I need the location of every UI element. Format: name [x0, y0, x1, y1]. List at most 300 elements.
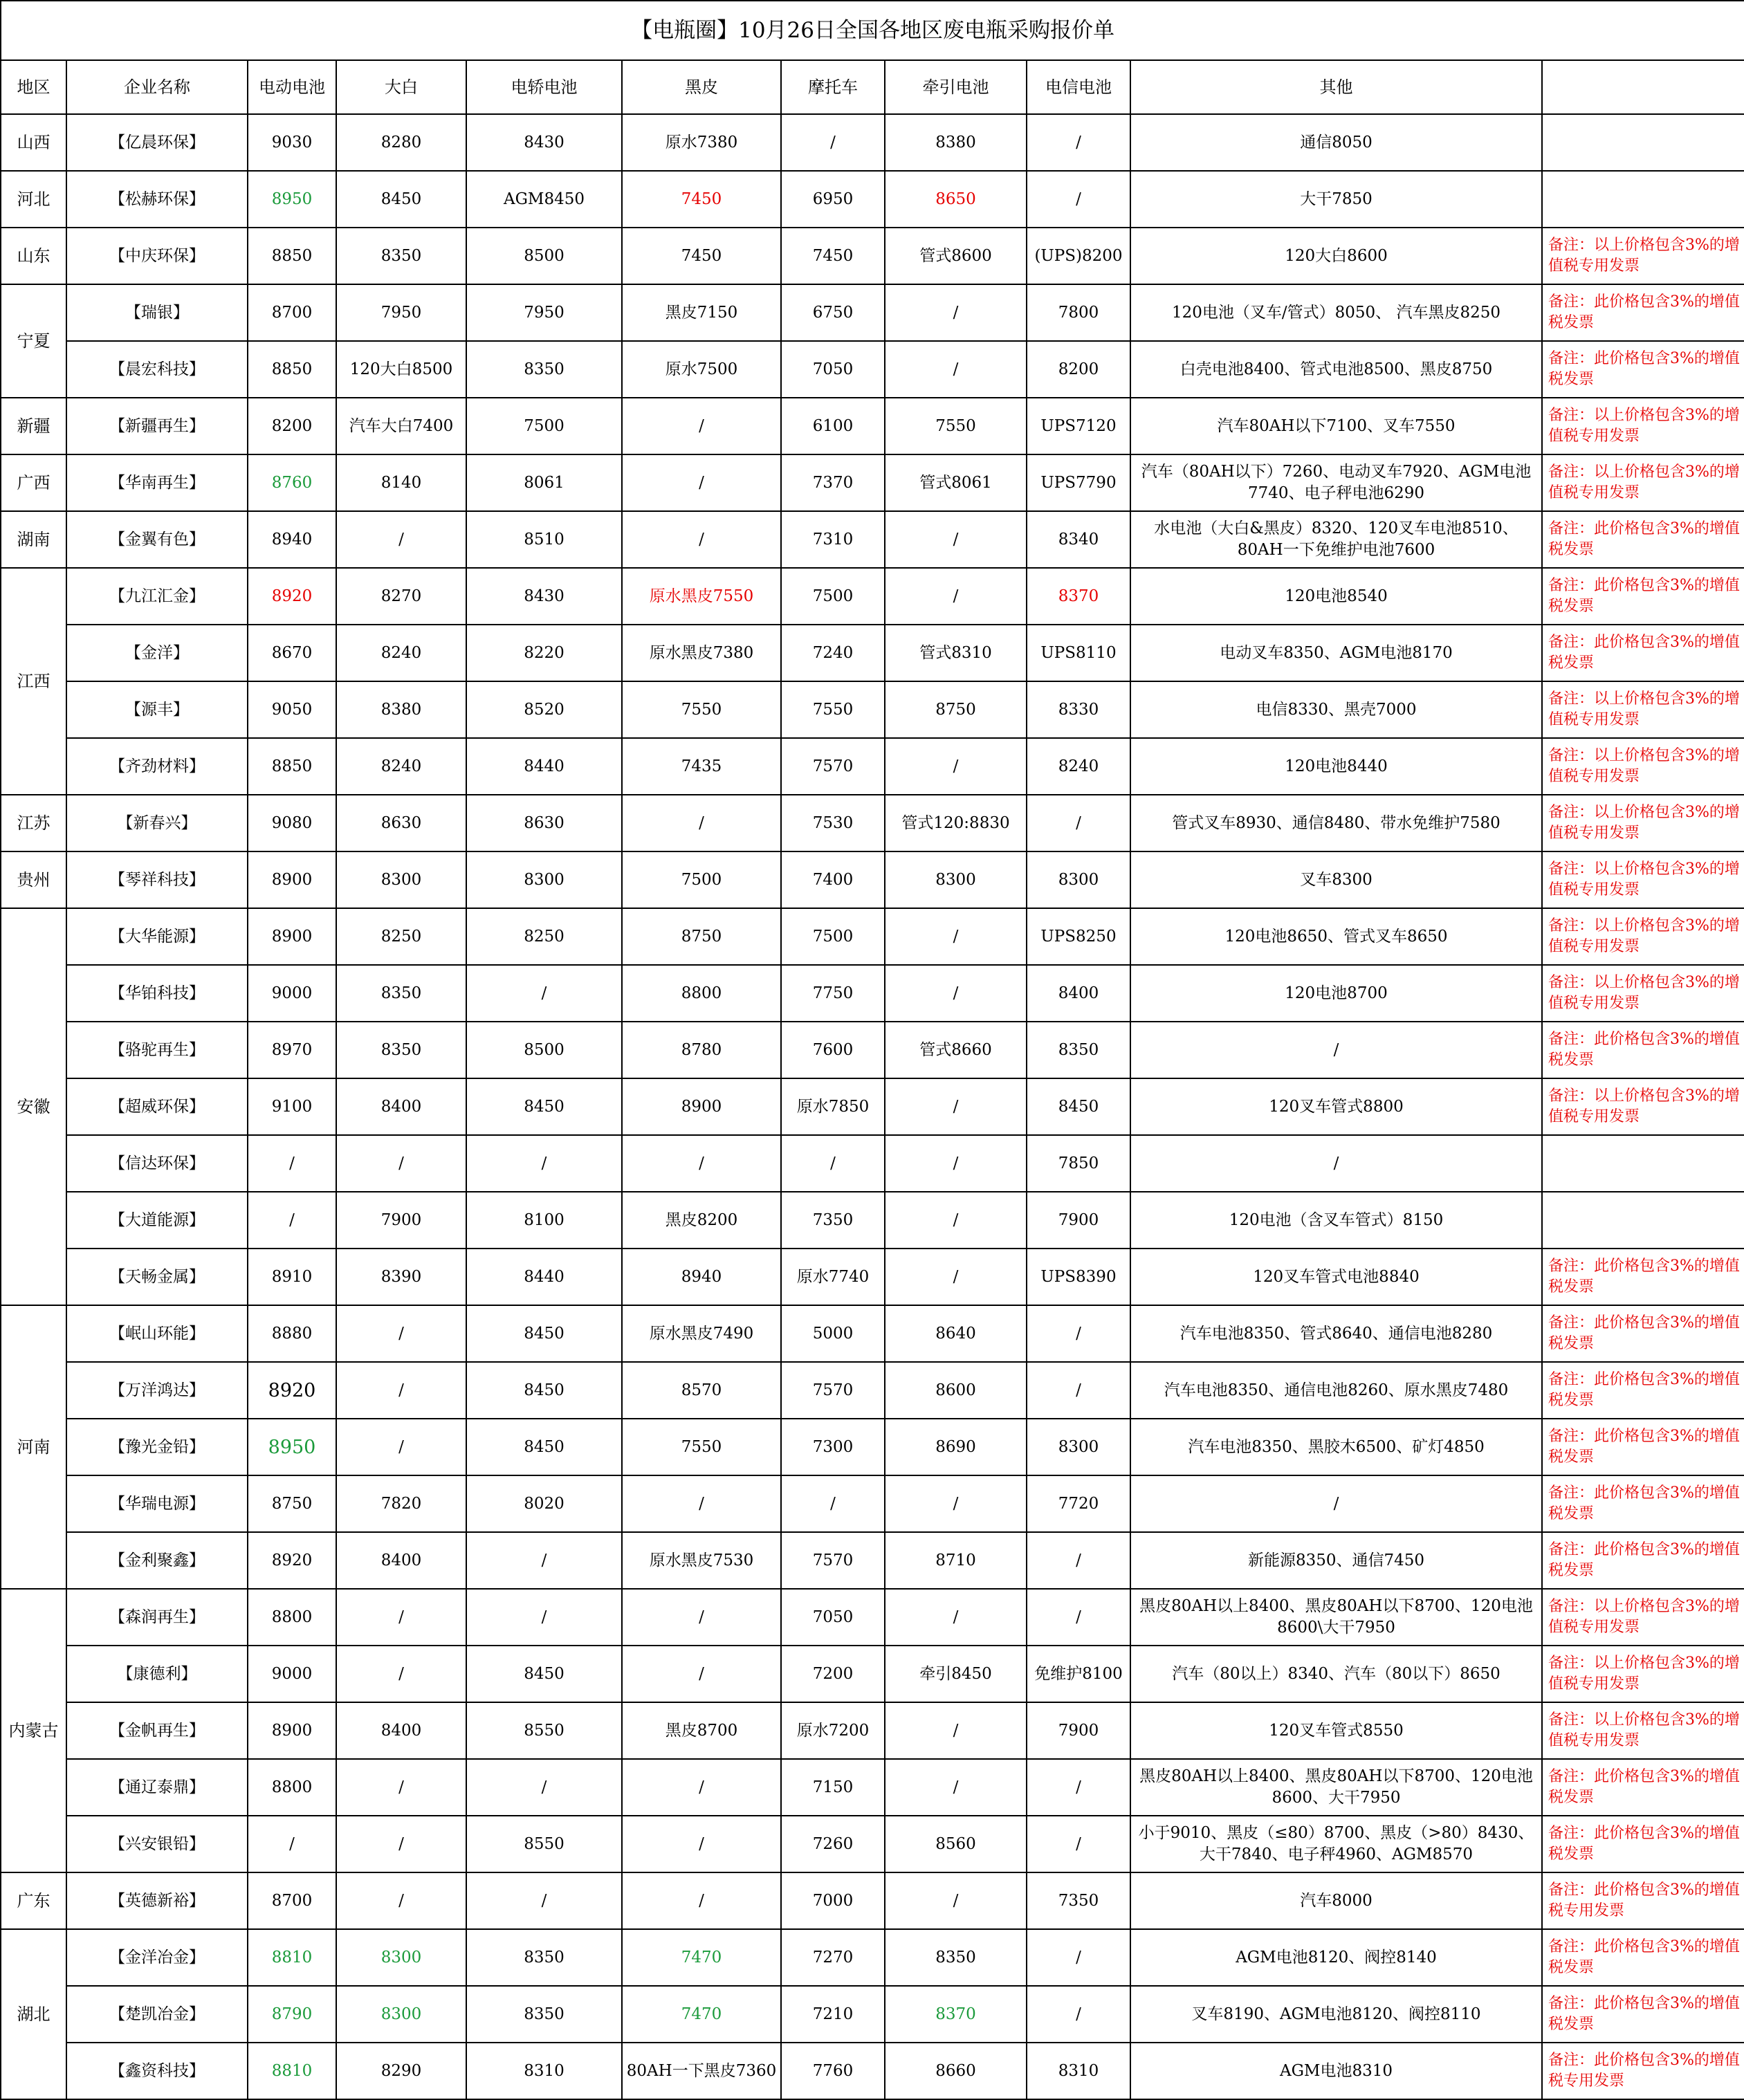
- table-row: [1, 1249, 1744, 1305]
- heipi-price: /: [622, 398, 781, 454]
- telecom-battery-price: 8300: [1027, 1419, 1130, 1475]
- traction-battery-price: /: [885, 1475, 1027, 1532]
- table-row: [1, 114, 1744, 171]
- table-row: [1, 1078, 1744, 1135]
- electric-battery-price: 8200: [248, 398, 336, 454]
- traction-battery-price: /: [885, 341, 1027, 398]
- motorcycle-price: /: [781, 1475, 885, 1532]
- note-cell: 备注：此价格包含3%的增值税发票: [1542, 1419, 1744, 1475]
- electric-battery-price: 9000: [248, 1646, 336, 1702]
- table-row: [1, 908, 1744, 965]
- car-battery-price: 8020: [466, 1475, 622, 1532]
- other-price: 电动叉车8350、AGM电池8170: [1130, 625, 1542, 681]
- heipi-price: /: [622, 1475, 781, 1532]
- dabai-price: /: [336, 1419, 466, 1475]
- traction-battery-price: 8710: [885, 1532, 1027, 1589]
- telecom-battery-price: 8350: [1027, 1022, 1130, 1078]
- note-cell: 备注：此价格包含3%的增值税发票: [1542, 511, 1744, 568]
- other-price: 黑皮80AH以上8400、黑皮80AH以下8700、120电池8600\大干7950: [1130, 1589, 1542, 1646]
- table-row: [1, 284, 1744, 341]
- electric-battery-price: 8810: [248, 2043, 336, 2099]
- electric-battery-price: 9000: [248, 965, 336, 1022]
- note-cell: 备注：以上价格包含3%的增值税专用发票: [1542, 681, 1744, 738]
- table-row: [1, 1362, 1744, 1419]
- company-name: 【康德利】: [66, 1646, 248, 1702]
- heipi-price: 原水黑皮7380: [622, 625, 781, 681]
- traction-battery-price: 8350: [885, 1929, 1027, 1986]
- car-battery-price: 8300: [466, 851, 622, 908]
- dabai-price: 120大白8500: [336, 341, 466, 398]
- company-name: 【通辽泰鼎】: [66, 1759, 248, 1816]
- motorcycle-price: 7300: [781, 1419, 885, 1475]
- note-cell: 备注：此价格包含3%的增值税专用发票: [1542, 2043, 1744, 2099]
- telecom-battery-price: 7350: [1027, 1872, 1130, 1929]
- other-price: 水电池（大白&黑皮）8320、120叉车电池8510、80AH一下免维护电池7600: [1130, 511, 1542, 568]
- table-row: [1, 625, 1744, 681]
- table-row: [1, 228, 1744, 284]
- table-row: [1, 1135, 1744, 1192]
- traction-battery-price: 8380: [885, 114, 1027, 171]
- table-row: [1, 681, 1744, 738]
- dabai-price: 8350: [336, 965, 466, 1022]
- dabai-price: 8240: [336, 738, 466, 795]
- telecom-battery-price: /: [1027, 1589, 1130, 1646]
- company-name: 【中庆环保】: [66, 228, 248, 284]
- dabai-price: 8350: [336, 228, 466, 284]
- company-name: 【金利聚鑫】: [66, 1532, 248, 1589]
- traction-battery-price: 8370: [885, 1986, 1027, 2043]
- region-cell: 河南: [1, 1305, 66, 1589]
- telecom-battery-price: UPS7790: [1027, 454, 1130, 511]
- electric-battery-price: 8910: [248, 1249, 336, 1305]
- page-title: 【电瓶圈】10月26日全国各地区废电瓶采购报价单: [1, 1, 1744, 60]
- motorcycle-price: 7450: [781, 228, 885, 284]
- other-price: /: [1130, 1135, 1542, 1192]
- company-name: 【晨宏科技】: [66, 341, 248, 398]
- electric-battery-price: 8900: [248, 851, 336, 908]
- traction-battery-price: 管式8660: [885, 1022, 1027, 1078]
- telecom-battery-price: /: [1027, 171, 1130, 228]
- company-name: 【齐劲材料】: [66, 738, 248, 795]
- note-cell: 备注：以上价格包含3%的增值税专用发票: [1542, 851, 1744, 908]
- header-car-battery: 电轿电池: [466, 60, 622, 114]
- dabai-price: /: [336, 1135, 466, 1192]
- motorcycle-price: 7210: [781, 1986, 885, 2043]
- dabai-price: 8450: [336, 171, 466, 228]
- other-price: AGM电池8120、阀控8140: [1130, 1929, 1542, 1986]
- note-cell: [1542, 1135, 1744, 1192]
- dabai-price: /: [336, 1816, 466, 1872]
- traction-battery-price: /: [885, 908, 1027, 965]
- telecom-battery-price: (UPS)8200: [1027, 228, 1130, 284]
- telecom-battery-price: UPS7120: [1027, 398, 1130, 454]
- note-cell: [1542, 114, 1744, 171]
- car-battery-price: AGM8450: [466, 171, 622, 228]
- car-battery-price: /: [466, 965, 622, 1022]
- dabai-price: 8630: [336, 795, 466, 851]
- telecom-battery-price: /: [1027, 1532, 1130, 1589]
- telecom-battery-price: UPS8390: [1027, 1249, 1130, 1305]
- telecom-battery-price: 8300: [1027, 851, 1130, 908]
- heipi-price: 8800: [622, 965, 781, 1022]
- motorcycle-price: 7570: [781, 1362, 885, 1419]
- traction-battery-price: /: [885, 1872, 1027, 1929]
- heipi-price: 7550: [622, 681, 781, 738]
- region-cell: 湖南: [1, 511, 66, 568]
- company-name: 【万洋鸿达】: [66, 1362, 248, 1419]
- car-battery-price: 8450: [466, 1419, 622, 1475]
- heipi-price: /: [622, 1872, 781, 1929]
- motorcycle-price: 7600: [781, 1022, 885, 1078]
- other-price: 120电池（含叉车管式）8150: [1130, 1192, 1542, 1249]
- telecom-battery-price: /: [1027, 1986, 1130, 2043]
- telecom-battery-price: 7850: [1027, 1135, 1130, 1192]
- note-cell: 备注：此价格包含3%的增值税发票: [1542, 1362, 1744, 1419]
- table-row: [1, 851, 1744, 908]
- other-price: 汽车8000: [1130, 1872, 1542, 1929]
- note-cell: [1542, 1192, 1744, 1249]
- electric-battery-price: 8810: [248, 1929, 336, 1986]
- motorcycle-price: 7530: [781, 795, 885, 851]
- dabai-price: /: [336, 1759, 466, 1816]
- telecom-battery-price: /: [1027, 1759, 1130, 1816]
- table-row: [1, 1305, 1744, 1362]
- car-battery-price: 8061: [466, 454, 622, 511]
- electric-battery-price: 8950: [248, 171, 336, 228]
- header-region: 地区: [1, 60, 66, 114]
- heipi-price: 7450: [622, 228, 781, 284]
- telecom-battery-price: 8310: [1027, 2043, 1130, 2099]
- company-name: 【大华能源】: [66, 908, 248, 965]
- dabai-price: 8400: [336, 1702, 466, 1759]
- electric-battery-price: 8750: [248, 1475, 336, 1532]
- note-cell: 备注：以上价格包含3%的增值税专用发票: [1542, 1646, 1744, 1702]
- table-row: [1, 1759, 1744, 1816]
- traction-battery-price: 管式120:8830: [885, 795, 1027, 851]
- note-cell: 备注：此价格包含3%的增值税专用发票: [1542, 1872, 1744, 1929]
- other-price: 120电池8700: [1130, 965, 1542, 1022]
- dabai-price: 8400: [336, 1532, 466, 1589]
- company-name: 【金翼有色】: [66, 511, 248, 568]
- table-row: [1, 795, 1744, 851]
- telecom-battery-price: 免维护8100: [1027, 1646, 1130, 1702]
- region-cell: 山东: [1, 228, 66, 284]
- note-cell: 备注：以上价格包含3%的增值税专用发票: [1542, 738, 1744, 795]
- heipi-price: 原水黑皮7490: [622, 1305, 781, 1362]
- header-company: 企业名称: [66, 60, 248, 114]
- table-row: [1, 454, 1744, 511]
- dabai-price: 8400: [336, 1078, 466, 1135]
- motorcycle-price: 7050: [781, 1589, 885, 1646]
- header-heipi: 黑皮: [622, 60, 781, 114]
- traction-battery-price: /: [885, 1249, 1027, 1305]
- heipi-price: /: [622, 1646, 781, 1702]
- heipi-price: 黑皮7150: [622, 284, 781, 341]
- electric-battery-price: 8900: [248, 908, 336, 965]
- car-battery-price: 8310: [466, 2043, 622, 2099]
- traction-battery-price: 7550: [885, 398, 1027, 454]
- electric-battery-price: 8760: [248, 454, 336, 511]
- telecom-battery-price: 8340: [1027, 511, 1130, 568]
- region-cell: 江苏: [1, 795, 66, 851]
- company-name: 【鑫资科技】: [66, 2043, 248, 2099]
- table-row: [1, 1419, 1744, 1475]
- telecom-battery-price: /: [1027, 795, 1130, 851]
- region-cell: 广西: [1, 454, 66, 511]
- table-row: [1, 2043, 1744, 2099]
- header-electric-battery: 电动电池: [248, 60, 336, 114]
- dabai-price: /: [336, 1872, 466, 1929]
- other-price: /: [1130, 1022, 1542, 1078]
- telecom-battery-price: 7800: [1027, 284, 1130, 341]
- electric-battery-price: 8850: [248, 738, 336, 795]
- traction-battery-price: /: [885, 1135, 1027, 1192]
- region-cell: 安徽: [1, 908, 66, 1305]
- heipi-price: /: [622, 1589, 781, 1646]
- electric-battery-price: 8900: [248, 1702, 336, 1759]
- telecom-battery-price: 8240: [1027, 738, 1130, 795]
- motorcycle-price: 6750: [781, 284, 885, 341]
- motorcycle-price: 7260: [781, 1816, 885, 1872]
- company-name: 【豫光金铅】: [66, 1419, 248, 1475]
- table-row: [1, 171, 1744, 228]
- note-cell: 备注：此价格包含3%的增值税发票: [1542, 1532, 1744, 1589]
- company-name: 【大道能源】: [66, 1192, 248, 1249]
- electric-battery-price: 8950: [248, 1419, 336, 1475]
- motorcycle-price: 6950: [781, 171, 885, 228]
- motorcycle-price: 7270: [781, 1929, 885, 1986]
- note-cell: 备注：此价格包含3%的增值税发票: [1542, 1816, 1744, 1872]
- dabai-price: /: [336, 1646, 466, 1702]
- car-battery-price: 8550: [466, 1702, 622, 1759]
- other-price: 电信8330、黑壳7000: [1130, 681, 1542, 738]
- region-cell: 山西: [1, 114, 66, 171]
- heipi-price: 7470: [622, 1929, 781, 1986]
- dabai-price: /: [336, 511, 466, 568]
- note-cell: 备注：此价格包含3%的增值税发票: [1542, 625, 1744, 681]
- dabai-price: 8390: [336, 1249, 466, 1305]
- dabai-price: /: [336, 1589, 466, 1646]
- dabai-price: 8350: [336, 1022, 466, 1078]
- other-price: 通信8050: [1130, 114, 1542, 171]
- other-price: 汽车80AH以下7100、叉车7550: [1130, 398, 1542, 454]
- company-name: 【亿晨环保】: [66, 114, 248, 171]
- car-battery-price: 8440: [466, 738, 622, 795]
- motorcycle-price: 7200: [781, 1646, 885, 1702]
- telecom-battery-price: 7720: [1027, 1475, 1130, 1532]
- note-cell: 备注：此价格包含3%的增值税发票: [1542, 1249, 1744, 1305]
- traction-battery-price: /: [885, 568, 1027, 625]
- traction-battery-price: 管式8061: [885, 454, 1027, 511]
- car-battery-price: 8630: [466, 795, 622, 851]
- motorcycle-price: 7150: [781, 1759, 885, 1816]
- car-battery-price: /: [466, 1872, 622, 1929]
- heipi-price: 原水黑皮7550: [622, 568, 781, 625]
- company-name: 【英德新裕】: [66, 1872, 248, 1929]
- motorcycle-price: 7570: [781, 1532, 885, 1589]
- dabai-price: /: [336, 1305, 466, 1362]
- company-name: 【楚凯冶金】: [66, 1986, 248, 2043]
- car-battery-price: 8350: [466, 341, 622, 398]
- dabai-price: 8270: [336, 568, 466, 625]
- company-name: 【华铂科技】: [66, 965, 248, 1022]
- region-cell: 宁夏: [1, 284, 66, 398]
- other-price: 120电池8650、管式叉车8650: [1130, 908, 1542, 965]
- heipi-price: 8900: [622, 1078, 781, 1135]
- other-price: 120电池8440: [1130, 738, 1542, 795]
- car-battery-price: /: [466, 1532, 622, 1589]
- heipi-price: 原水黑皮7530: [622, 1532, 781, 1589]
- car-battery-price: 7950: [466, 284, 622, 341]
- table-row: [1, 511, 1744, 568]
- traction-battery-price: 8650: [885, 171, 1027, 228]
- heipi-price: /: [622, 454, 781, 511]
- motorcycle-price: 7310: [781, 511, 885, 568]
- car-battery-price: 8430: [466, 114, 622, 171]
- heipi-price: /: [622, 1135, 781, 1192]
- car-battery-price: 8350: [466, 1929, 622, 1986]
- dabai-price: 8300: [336, 851, 466, 908]
- electric-battery-price: 8850: [248, 341, 336, 398]
- car-battery-price: 8450: [466, 1646, 622, 1702]
- dabai-price: 8290: [336, 2043, 466, 2099]
- car-battery-price: 8500: [466, 228, 622, 284]
- company-name: 【松赫环保】: [66, 171, 248, 228]
- note-cell: 备注：此价格包含3%的增值税发票: [1542, 1929, 1744, 1986]
- traction-battery-price: 管式8310: [885, 625, 1027, 681]
- company-name: 【华瑞电源】: [66, 1475, 248, 1532]
- traction-battery-price: /: [885, 1702, 1027, 1759]
- traction-battery-price: /: [885, 284, 1027, 341]
- car-battery-price: 8450: [466, 1078, 622, 1135]
- other-price: 新能源8350、通信7450: [1130, 1532, 1542, 1589]
- region-cell: 内蒙古: [1, 1589, 66, 1872]
- motorcycle-price: 7350: [781, 1192, 885, 1249]
- electric-battery-price: 8700: [248, 1872, 336, 1929]
- electric-battery-price: 9080: [248, 795, 336, 851]
- note-cell: 备注：此价格包含3%的增值税发票: [1542, 568, 1744, 625]
- traction-battery-price: /: [885, 1589, 1027, 1646]
- region-cell: 贵州: [1, 851, 66, 908]
- heipi-price: 7550: [622, 1419, 781, 1475]
- other-price: 管式叉车8930、通信8480、带水免维护7580: [1130, 795, 1542, 851]
- heipi-price: /: [622, 1816, 781, 1872]
- dabai-price: 8300: [336, 1929, 466, 1986]
- company-name: 【金洋冶金】: [66, 1929, 248, 1986]
- header-traction-battery: 牵引电池: [885, 60, 1027, 114]
- traction-battery-price: /: [885, 1192, 1027, 1249]
- traction-battery-price: 8660: [885, 2043, 1027, 2099]
- traction-battery-price: /: [885, 738, 1027, 795]
- traction-battery-price: 牵引8450: [885, 1646, 1027, 1702]
- header-telecom-battery: 电信电池: [1027, 60, 1130, 114]
- heipi-price: 黑皮8200: [622, 1192, 781, 1249]
- heipi-price: 8750: [622, 908, 781, 965]
- table-row: [1, 1872, 1744, 1929]
- traction-battery-price: 8560: [885, 1816, 1027, 1872]
- electric-battery-price: 8850: [248, 228, 336, 284]
- heipi-price: /: [622, 1759, 781, 1816]
- note-cell: 备注：此价格包含3%的增值税发票: [1542, 284, 1744, 341]
- heipi-price: 8570: [622, 1362, 781, 1419]
- motorcycle-price: 7500: [781, 568, 885, 625]
- electric-battery-price: 9100: [248, 1078, 336, 1135]
- car-battery-price: /: [466, 1759, 622, 1816]
- heipi-price: 原水7500: [622, 341, 781, 398]
- traction-battery-price: 8600: [885, 1362, 1027, 1419]
- header-note: [1542, 60, 1744, 114]
- table-row: [1, 1475, 1744, 1532]
- other-price: 汽车电池8350、通信电池8260、原水黑皮7480: [1130, 1362, 1542, 1419]
- electric-battery-price: 8920: [248, 1362, 336, 1419]
- region-cell: 江西: [1, 568, 66, 795]
- dabai-price: 8300: [336, 1986, 466, 2043]
- telecom-battery-price: /: [1027, 114, 1130, 171]
- other-price: 汽车（80AH以下）7260、电动叉车7920、AGM电池7740、电子秤电池6290: [1130, 454, 1542, 511]
- header-other: 其他: [1130, 60, 1542, 114]
- electric-battery-price: /: [248, 1135, 336, 1192]
- other-price: 汽车（80以上）8340、汽车（80以下）8650: [1130, 1646, 1542, 1702]
- dabai-price: 汽车大白7400: [336, 398, 466, 454]
- table-row: [1, 1192, 1744, 1249]
- table-row: [1, 1022, 1744, 1078]
- motorcycle-price: 原水7850: [781, 1078, 885, 1135]
- heipi-price: 7450: [622, 171, 781, 228]
- car-battery-price: 8250: [466, 908, 622, 965]
- dabai-price: 8140: [336, 454, 466, 511]
- heipi-price: 7470: [622, 1986, 781, 2043]
- other-price: 黑皮80AH以上8400、黑皮80AH以下8700、120电池8600、大干7950: [1130, 1759, 1542, 1816]
- region-cell: 新疆: [1, 398, 66, 454]
- motorcycle-price: 6100: [781, 398, 885, 454]
- traction-battery-price: /: [885, 965, 1027, 1022]
- note-cell: 备注：以上价格包含3%的增值税专用发票: [1542, 965, 1744, 1022]
- electric-battery-price: 8880: [248, 1305, 336, 1362]
- electric-battery-price: 9050: [248, 681, 336, 738]
- telecom-battery-price: UPS8250: [1027, 908, 1130, 965]
- note-cell: 备注：此价格包含3%的增值税发票: [1542, 1305, 1744, 1362]
- other-price: 叉车8190、AGM电池8120、阀控8110: [1130, 1986, 1542, 2043]
- heipi-price: 80AH一下黑皮7360: [622, 2043, 781, 2099]
- car-battery-price: 8510: [466, 511, 622, 568]
- heipi-price: 8940: [622, 1249, 781, 1305]
- telecom-battery-price: 8200: [1027, 341, 1130, 398]
- table-row: [1, 1929, 1744, 1986]
- electric-battery-price: 8920: [248, 1532, 336, 1589]
- table-row: [1, 568, 1744, 625]
- table-row: [1, 341, 1744, 398]
- heipi-price: 7435: [622, 738, 781, 795]
- region-cell: 河北: [1, 171, 66, 228]
- traction-battery-price: /: [885, 511, 1027, 568]
- telecom-battery-price: /: [1027, 1305, 1130, 1362]
- note-cell: 备注：以上价格包含3%的增值税专用发票: [1542, 1702, 1744, 1759]
- car-battery-price: 8450: [466, 1305, 622, 1362]
- traction-battery-price: /: [885, 1759, 1027, 1816]
- electric-battery-price: /: [248, 1816, 336, 1872]
- heipi-price: 黑皮8700: [622, 1702, 781, 1759]
- telecom-battery-price: /: [1027, 1362, 1130, 1419]
- electric-battery-price: 8800: [248, 1759, 336, 1816]
- table-row: [1, 1532, 1744, 1589]
- note-cell: 备注：以上价格包含3%的增值税专用发票: [1542, 398, 1744, 454]
- electric-battery-price: 8790: [248, 1986, 336, 2043]
- table-row: [1, 1646, 1744, 1702]
- other-price: 大干7850: [1130, 171, 1542, 228]
- heipi-price: /: [622, 795, 781, 851]
- company-name: 【金洋】: [66, 625, 248, 681]
- other-price: 120叉车管式8550: [1130, 1702, 1542, 1759]
